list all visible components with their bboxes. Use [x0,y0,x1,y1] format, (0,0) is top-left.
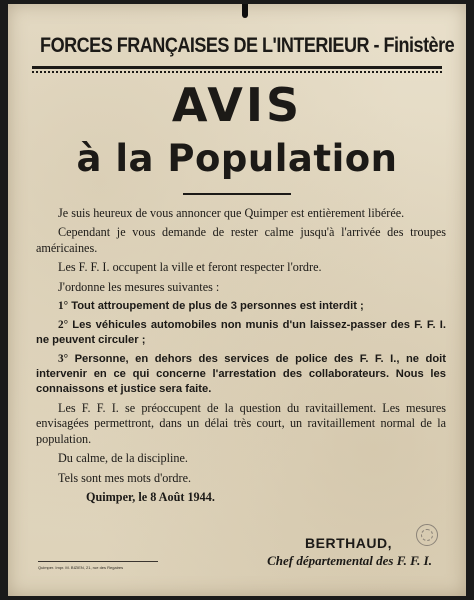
paragraph-measures-intro: J'ordonne les mesures suivantes : [58,279,220,294]
paragraph-orders: Tels sont mes mots d'ordre. [58,470,192,485]
header-rule-dotted [32,71,442,73]
measure-1-text: Tout attroupement de plus de 3 personnes est interdit ; [71,300,364,313]
poster-sheet [8,4,466,596]
measure-1-number: 1° [58,300,69,313]
paragraph-calm: Cependant je vous demande de rester calme jusqu'à l'arrivée des troupes américaines. [36,225,446,255]
signature-block [267,535,432,569]
signature-name: BERTHAUD, [305,535,392,551]
paragraph-discipline: Du calme, de la discipline. [58,451,188,466]
measure-1 [36,299,446,314]
measure-3 [36,352,446,397]
measure-2-number: 2° [58,319,69,332]
paragraph-occupation: Les F. F. I. occupent la ville et feront respecter l'ordre. [58,260,322,275]
poster-header: FORCES FRANÇAISES DE L'INTERIEUR - Finistère [40,34,455,57]
date-line: Quimper, le 8 Août 1944. [86,490,215,505]
measure-3-number: 3° [58,353,69,366]
printer-rule [38,561,158,562]
poster-subtitle: à la Population [76,137,398,180]
title-rule [183,193,291,195]
printer-imprint: Quimper. Impr. M. BIZIEN, 21, rue des Regaires [38,565,124,570]
paragraph-supplies: Les F. F. I. se préoccupent de la question du ravitaillement. Les mesures envisagées permettront, dans un délai très court, un ravitaillement normal de la population. [36,401,446,446]
header-rule [32,66,442,69]
signature-title: Chef départemental des F. F. I. [267,553,432,568]
measure-3-text: Personne, en dehors des services de police des F. F. I., ne doit intervenir en ce qui concerne l'arrestation des collaborateurs. Nous les connaissons et justice sera faite. [36,353,446,396]
poster-body [36,206,446,509]
measure-2 [36,318,446,348]
measure-2-text: Les véhicules automobiles non munis d'un laissez-passer des F. F. I. ne peuvent circuler ; [36,319,447,347]
pin-mark [242,4,248,18]
paragraph-liberation: Je suis heureux de vous annoncer que Quimper est entièrement libérée. [58,206,405,220]
poster-title: AVIS [171,78,303,132]
